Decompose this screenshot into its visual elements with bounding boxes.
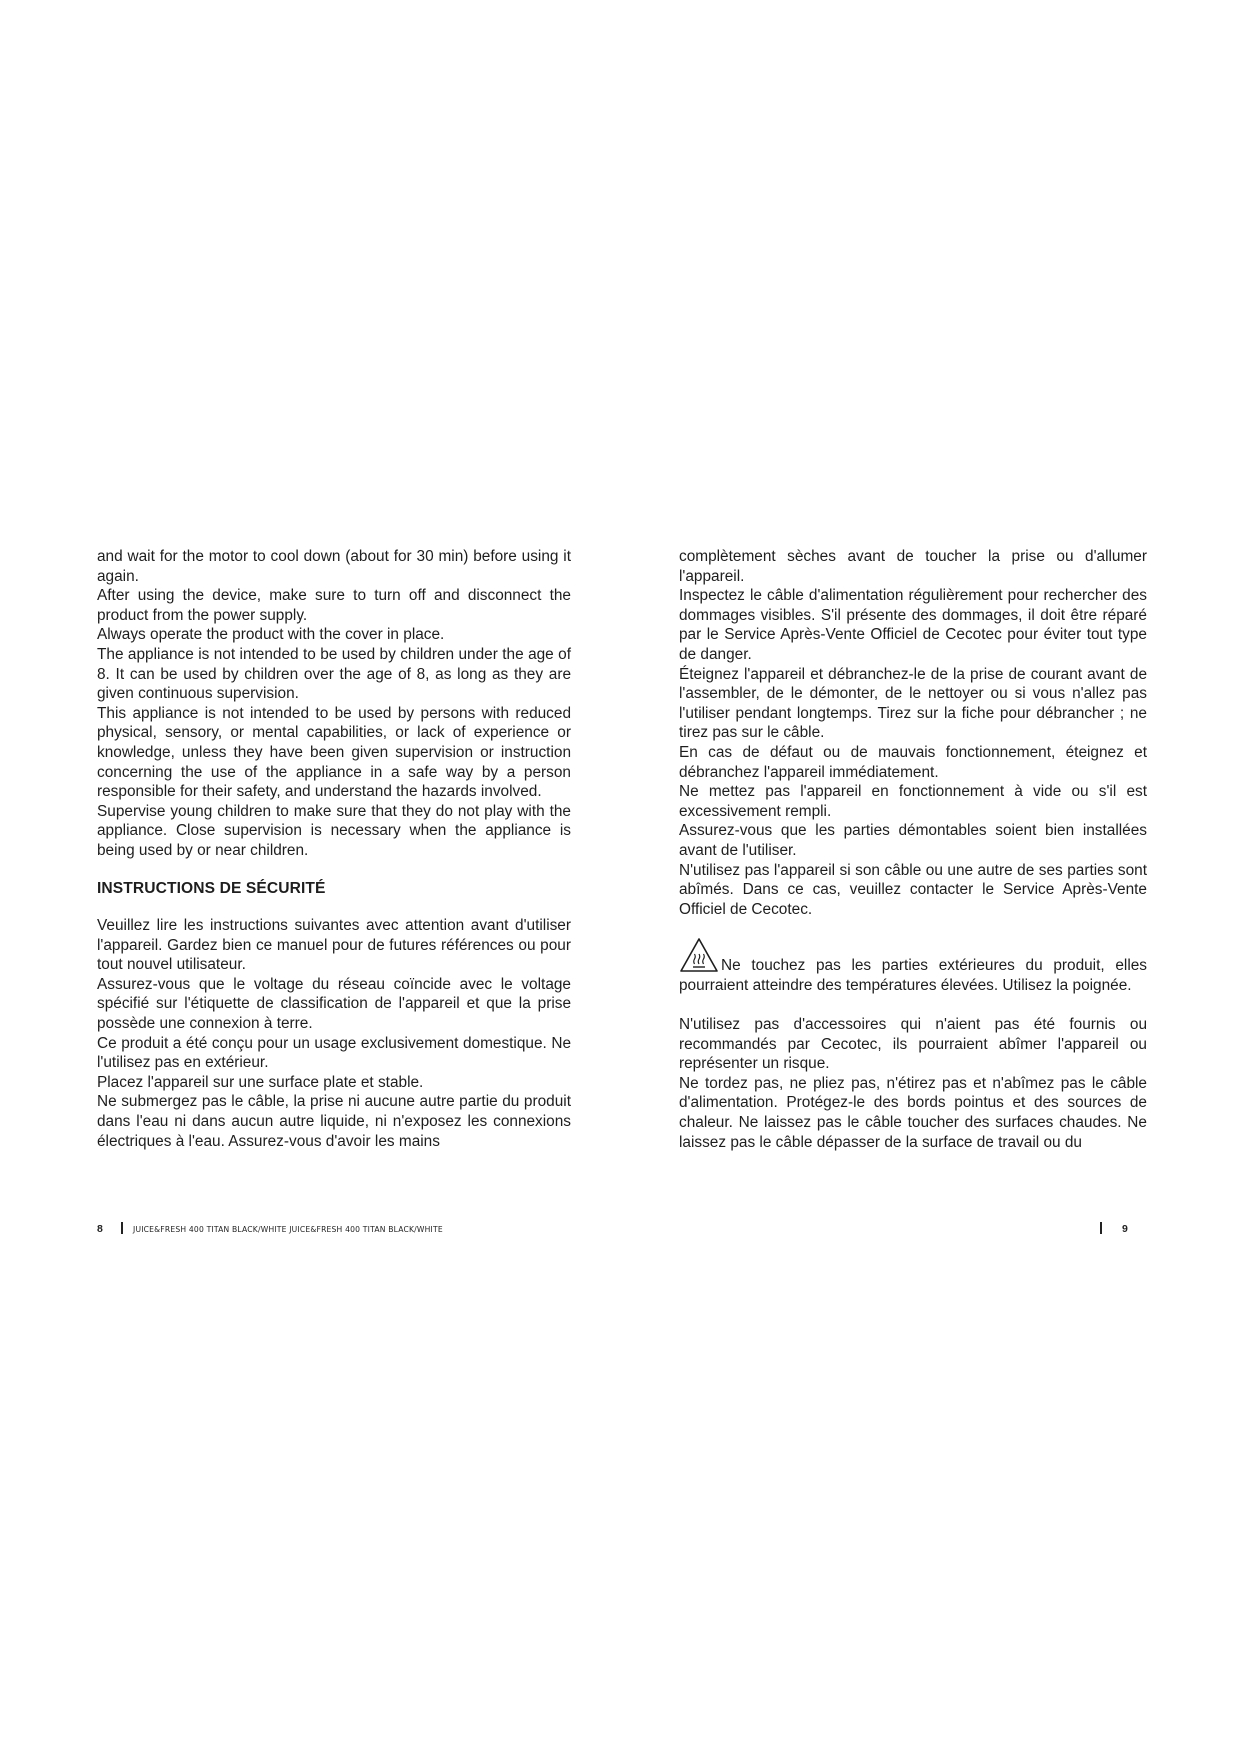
spacer	[679, 995, 1147, 1015]
left-page-footer	[97, 1222, 443, 1235]
right-page-column	[679, 547, 1147, 1152]
footer-separator	[1100, 1222, 1102, 1234]
paragraph: Ne mettez pas l'appareil en fonctionnement à vide ou s'il est excessivement rempli.	[679, 783, 1147, 820]
paragraph: The appliance is not intended to be used by children under the age of 8. It can be used by children over the age of 8, as long as they are given continuous supervision.	[97, 645, 571, 703]
section-heading: INSTRUCTIONS DE SÉCURITÉ	[97, 879, 326, 897]
paragraph: N'utilisez pas l'appareil si son câble ou une autre de ses parties sont abîmés. Dans ce cas, veuillez contacter le Service Après-Vente Officiel de Cecotec.	[679, 861, 1147, 918]
right-page-footer	[1100, 1222, 1128, 1235]
paragraph: This appliance is not intended to be used by persons with reduced physical, sensory, or mental capabilities, or lack of experience or knowledge, unless they have been given supervision or instruction concerning the use of the appliance in a safe way by a person responsible for their safety, and understand the hazards involved.	[97, 704, 571, 801]
paragraph: En cas de défaut ou de mauvais fonctionnement, éteignez et débranchez l'appareil immédiatement.	[679, 743, 1147, 781]
paragraph: Ne tordez pas, ne pliez pas, n'étirez pas et n'abîmez pas le câble d'alimentation. Protégez-le des bords pointus et des sources de chaleur. Ne laissez pas le câble toucher des surfaces chaudes. Ne laissez pas le câble dépasser de la surface de travail ou du	[679, 1074, 1147, 1151]
page-number: 8	[97, 1223, 104, 1235]
paragraph: Supervise young children to make sure that they do not play with the appliance. Close supervision is necessary when the appliance is being used by or near children.	[97, 802, 571, 859]
paragraph: Assurez-vous que le voltage du réseau coïncide avec le voltage spécifié sur l'étiquette de classification de l'appareil et que la prise possède une connexion à terre.	[97, 975, 571, 1033]
left-page-column	[97, 547, 571, 1151]
paragraph: Always operate the product with the cover in place.	[97, 626, 445, 644]
hot-surface-warning	[679, 937, 1147, 995]
paragraph: Placez l'appareil sur une surface plate et stable.	[97, 1073, 424, 1091]
paragraph: Inspectez le câble d'alimentation régulièrement pour rechercher des dommages visibles. S'il présente des dommages, il doit être réparé par le Service Après-Vente Officiel de Cecotec pour éviter tout type de danger.	[679, 587, 1147, 663]
hot-surface-warning-icon	[679, 937, 719, 973]
paragraph: Veuillez lire les instructions suivantes avec attention avant d'utiliser l'appareil. Gardez bien ce manuel pour de futures références ou pour tout nouvel utilisateur.	[97, 917, 571, 974]
paragraph: After using the device, make sure to turn off and disconnect the product from the power supply.	[97, 587, 571, 624]
footer-model-name: JUICE&FRESH 400 TITAN BLACK/WHITE JUICE&FRESH 400 TITAN BLACK/WHITE	[133, 1225, 443, 1234]
paragraph: N'utilisez pas d'accessoires qui n'aient pas été fournis ou recommandés par Cecotec, ils pourraient abîmer l'appareil ou représenter un risque.	[679, 1016, 1147, 1073]
paragraph: Assurez-vous que les parties démontables soient bien installées avant de l'utiliser.	[679, 822, 1147, 859]
footer-separator	[121, 1222, 123, 1234]
warning-text: Ne touchez pas les parties extérieures du produit, elles pourraient atteindre des températures élevées. Utilisez la poignée.	[679, 957, 1147, 994]
paragraph: and wait for the motor to cool down (about for 30 min) before using it again.	[97, 548, 571, 585]
paragraph: Ce produit a été conçu pour un usage exclusivement domestique. Ne l'utilisez pas en extérieur.	[97, 1034, 571, 1072]
paragraph: Ne submergez pas le câble, la prise ni aucune autre partie du produit dans l'eau ni dans aucun autre liquide, ni n'exposez les connexions électriques à l'eau. Assurez-vous d'avoir les mains	[97, 1093, 571, 1150]
page-number: 9	[1122, 1223, 1129, 1235]
paragraph: Éteignez l'appareil et débranchez-le de la prise de courant avant de l'assembler, de le démonter, de le nettoyer ou si vous n'allez pas l'utiliser pendant longtemps. Tirez sur la fiche pour débrancher ; ne tirez pas sur le câble.	[679, 665, 1147, 742]
paragraph: complètement sèches avant de toucher la prise ou d'allumer l'appareil.	[679, 548, 1147, 585]
warning-paragraph	[679, 937, 1147, 995]
